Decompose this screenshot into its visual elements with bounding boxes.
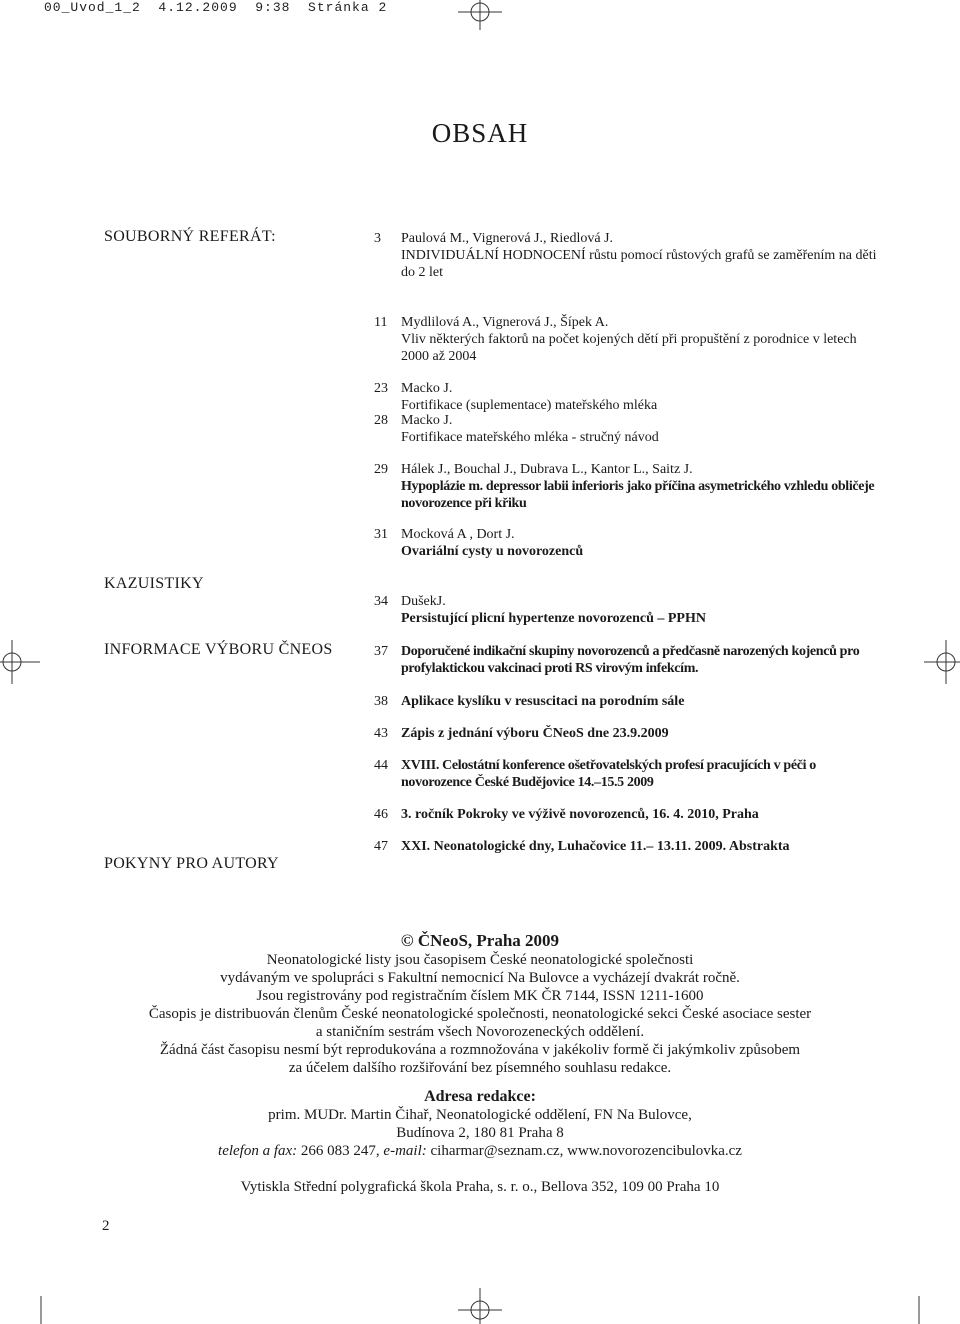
address-block	[0, 1088, 960, 1160]
toc-title: 3. ročník Pokroky ve výživě novorozenců, 16. 4. 2010, Praha	[401, 807, 759, 822]
section-souborny-referat: SOUBORNÝ REFERÁT:	[104, 228, 276, 245]
toc-title: INDIVIDUÁLNÍ HODNOCENÍ růstu pomocí růstových grafů se zaměřením na děti do 2 let	[401, 248, 877, 280]
toc-title: Zápis z jednání výboru ČNeoS dne 23.9.2009	[401, 726, 669, 741]
toc-entry	[374, 838, 884, 855]
printer-line: Vytiskla Střední polygrafická škola Praha, s. r. o., Bellova 352, 109 00 Praha 10	[240, 1179, 720, 1195]
toc-authors: DušekJ.	[401, 594, 446, 609]
toc-page-number: 31	[374, 527, 388, 542]
toc-entry	[374, 380, 884, 414]
toc-page-number: 28	[374, 413, 388, 428]
print-header: 00_Uvod_1_2 4.12.2009 9:38 Stránka 2	[44, 0, 388, 15]
section-kazuistiky: KAZUISTIKY	[104, 575, 204, 592]
toc-entry	[374, 230, 884, 281]
imprint-line: a staničním sestrám všech Novorozeneckých oddělení.	[315, 1024, 645, 1040]
section-informace-vyboru: INFORMACE VÝBORU ČNEOS	[104, 641, 333, 658]
toc-title: Fortifikace (suplementace) mateřského mléka	[401, 398, 658, 413]
toc-page-number: 34	[374, 594, 388, 609]
toc-page-number: 44	[374, 758, 388, 773]
registration-mark-icon-right	[924, 640, 960, 684]
toc-page-number: 11	[374, 315, 388, 330]
toc-page-number: 37	[374, 644, 388, 659]
toc-entry	[374, 314, 884, 365]
toc-title: Doporučené indikační skupiny novorozenců a předčasně narozených kojenců pro profylaktickou vakcinaci proti RS virovým infekcím.	[401, 644, 860, 676]
toc-entry	[374, 461, 884, 512]
section-pokyny-pro-autory: POKYNY PRO AUTORY	[104, 855, 279, 872]
page-number: 2	[102, 1218, 110, 1234]
imprint-line: Jsou registrovány pod registračním číslem MK ČR 7144, ISSN 1211-1600	[256, 988, 704, 1004]
imprint-line: Žádná část časopisu nesmí být reprodukována a rozmnožována v jakékoliv formě či jakýmkoliv způsobem	[159, 1042, 801, 1058]
page-title: OBSAH	[431, 118, 529, 148]
contact-line	[0, 1142, 960, 1160]
imprint-line: Neonatologické listy jsou časopisem České neonatologické společnosti	[266, 952, 694, 968]
toc-entry	[374, 806, 884, 823]
address-heading: Adresa redakce:	[424, 1088, 536, 1105]
toc-page-number: 46	[374, 807, 388, 822]
copyright-line: © ČNeoS, Praha 2009	[400, 931, 560, 950]
imprint	[0, 932, 960, 1077]
toc-page-number: 3	[374, 231, 381, 246]
toc-title: Hypoplázie m. depressor labii inferioris jako příčina asymetrického vzhledu obličeje novorozence při křiku	[401, 479, 875, 511]
toc-authors: Macko J.	[401, 413, 453, 428]
toc-page-number: 43	[374, 726, 388, 741]
toc-authors: Mocková A , Dort J.	[401, 527, 515, 542]
toc-page-number: 38	[374, 694, 388, 709]
toc-entry	[374, 725, 884, 742]
toc-page-number: 47	[374, 839, 388, 854]
toc-authors: Paulová M., Vignerová J., Riedlová J.	[401, 231, 613, 246]
crop-mark-icon-bottom-right	[918, 1296, 920, 1324]
toc-title: Aplikace kyslíku v resuscitaci na porodním sále	[401, 694, 685, 709]
address-line: Budínova 2, 180 81 Praha 8	[396, 1125, 564, 1141]
toc-title: Vliv některých faktorů na počet kojených dětí při propuštění z porodnice v letech 2000 až 2004	[401, 332, 857, 364]
address-line: prim. MUDr. Martin Čihař, Neonatologické oddělení, FN Na Bulovce,	[268, 1107, 692, 1123]
registration-mark-icon-bottom	[458, 1288, 502, 1324]
contact-label-email: e-mail:	[383, 1143, 427, 1159]
toc-entry	[374, 412, 884, 446]
toc-page-number: 23	[374, 381, 388, 396]
toc-entry	[374, 757, 884, 791]
toc-page-number: 29	[374, 462, 388, 477]
toc-title: Persistující plicní hypertenze novorozenců – PPHN	[401, 611, 706, 626]
contact-phone: 266 083 247,	[297, 1143, 384, 1159]
toc-title: Fortifikace mateřského mléka - stručný návod	[401, 430, 659, 445]
toc-entry	[374, 643, 884, 677]
imprint-line: vydávaným ve spolupráci s Fakultní nemocnicí Na Bulovce a vycházejí dvakrát ročně.	[220, 970, 740, 986]
imprint-line: za účelem dalšího rozšiřování bez písemného souhlasu redakce.	[288, 1060, 672, 1076]
toc-authors: Hálek J., Bouchal J., Dubrava L., Kantor L., Saitz J.	[401, 462, 693, 477]
contact-label-phone: telefon a fax:	[218, 1143, 298, 1159]
toc-entry	[374, 593, 884, 627]
imprint-line: Časopis je distribuován členům České neonatologické společnosti, neonatologické sekci České asociace sester	[148, 1006, 812, 1022]
registration-mark-icon-left	[0, 640, 40, 684]
toc-title: XXI. Neonatologické dny, Luhačovice 11.– 13.11. 2009. Abstrakta	[401, 839, 790, 854]
toc-authors: Mydlilová A., Vignerová J., Šípek A.	[401, 315, 609, 330]
toc-title: XVIII. Celostátní konference ošetřovatelských profesí pracujících v péči o novorozence České Budějovice 14.–15.5 2009	[401, 758, 816, 790]
contact-email: ciharmar@seznam.cz, www.novorozencibulovka.cz	[426, 1143, 742, 1159]
toc-authors: Macko J.	[401, 381, 453, 396]
crop-mark-icon-bottom-left	[40, 1296, 42, 1324]
toc-entry	[374, 693, 884, 710]
toc-entry	[374, 526, 884, 560]
registration-mark-icon-top	[458, 0, 502, 30]
toc-title: Ovariální cysty u novorozenců	[401, 544, 584, 559]
